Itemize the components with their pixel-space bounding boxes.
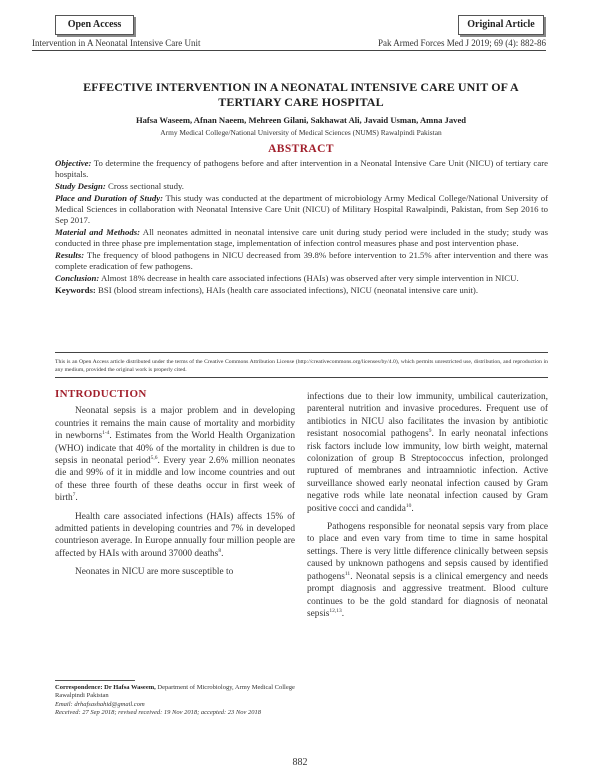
license-note: This is an Open Access article distributed under the terms of the Creative Commons Attribution License (http://creativecommons.org/licenses/by/4.0), which permits unrestricted use, distribution, and reproduction in any medium, provided the original work is properly cited. — [55, 359, 548, 373]
citation: 1-4 — [102, 430, 110, 437]
open-access-badge: Open Access — [55, 15, 134, 35]
abstract-keywords — [55, 285, 548, 296]
abstract-design — [55, 181, 548, 192]
objective-label: Objective: — [55, 158, 92, 168]
running-head-right: Pak Armed Forces Med J 2019; 69 (4): 882-86 — [378, 38, 546, 48]
abstract-results — [55, 250, 548, 272]
title-line-1: EFFECTIVE INTERVENTION IN A NEONATAL INTENSIVE CARE UNIT OF A — [83, 80, 519, 94]
body-column-left — [55, 388, 295, 585]
footnote-rule — [55, 680, 135, 681]
abstract-methods — [55, 227, 548, 249]
citation: 10 — [405, 502, 412, 509]
objective-text: To determine the frequency of pathogens before and after intervention in a Neonatal Intensive Care Unit (NICU) of tertiary care hospitals. — [55, 158, 548, 179]
results-label: Results: — [55, 250, 85, 260]
paragraph-5: Pathogens responsible for neonatal sepsis vary from place to place and even vary from time to time in same hospital settings. There is very little difference clinically between sepsis caused by unknown pathogens and sepsis caused by identified pathogens$^{11}$. Neonatal sepsis is a clinical emergency and needs prompt diagnosis and aggressive treatment. Blood culture continues to be the gold standard for diagnosis of neonatal sepsis$^{12,13}$. — [307, 522, 548, 619]
introduction-heading: INTRODUCTION — [55, 388, 147, 400]
design-text: Cross sectional study. — [105, 181, 184, 191]
correspondence — [55, 684, 295, 701]
design-label: Study Design: — [55, 181, 106, 191]
abstract-rule — [55, 352, 548, 353]
correspondence-email: Email: drhafsashahid@gmail.com — [55, 700, 145, 708]
keywords-text: BSI (blood stream infections), HAIs (health care associated infections), NICU (neonatal intensive care unit). — [95, 285, 479, 295]
paragraph-4: infections due to their low immunity, umbilical cauterization, parenteral nutrition and invasive procedures. Frequent use of antibiotics in NICU also facilitates the invasion by antibiotic resistant nosocomial pathogens$^9$. In early neonatal infections risk factors include low immunity, low birth weight, maternal colonization of group B Streptococcus infection, prolonged ruptured of membranes and intraamniotic infection. Active surveillance showed early neonatal infection caused by Gram negative rods while late neonatal infection caused by Gram positive cocci and candida$^{10}$. — [307, 392, 548, 514]
abstract-place — [55, 193, 548, 226]
abstract-conclusion — [55, 273, 548, 284]
abstract-objective — [55, 158, 548, 180]
citation: 9 — [428, 428, 432, 435]
paragraph-1: Neonatal sepsis is a major problem and in developing countries it remains the main cause of mortality and morbidity in newborns$^{1-4}$. Estimates from the World Health Organization (WHO) indicate that 40% of the mortality in children is due to sepsis in neonatal period$^{5,6}$. Every year 2.6% million neonates die and 99% of it in middle and low income countries and out of these three fourth of these deaths occur in first week of birth$^7$. — [55, 406, 295, 504]
header-rule — [32, 50, 546, 51]
place-label: Place and Duration of Study: — [55, 193, 163, 203]
methods-text: All neonates admitted in neonatal intensive care unit during study period were included in the study; study was conducted in three phase pre implementation stage, implementation of infection control measures phase and post intervention phase. — [55, 227, 548, 248]
article-type-badge: Original Article — [458, 15, 544, 35]
title-line-2: TERTIARY CARE HOSPITAL — [218, 95, 384, 109]
body-column-right — [307, 391, 548, 626]
citation: 7 — [72, 492, 76, 499]
conclusion-label: Conclusion: — [55, 273, 100, 283]
page-number: 882 — [292, 757, 308, 768]
results-text: The frequency of blood pathogens in NICU decreased from 39.8% before intervention to 21.5% after intervention and there was complete eradication of few pathogens. — [55, 250, 548, 271]
correspondence-text: Department of Microbiology, Army Medical College Rawalpindi Pakistan — [55, 684, 295, 700]
citation: 5,6 — [150, 454, 158, 461]
article-title — [55, 80, 547, 110]
submission-dates: Received: 27 Sep 2018; revised received: 19 Nov 2018; accepted: 23 Nov 2018 — [55, 709, 261, 717]
abstract-heading: ABSTRACT — [268, 143, 334, 155]
methods-label: Material and Methods: — [55, 227, 141, 237]
citation: 8 — [218, 547, 222, 554]
conclusion-text: Almost 18% decrease in health care associated infections (HAIs) was observed after very simple intervention in NICU. — [99, 273, 519, 283]
correspondence-footnote — [55, 684, 295, 718]
running-head-left: Intervention in A Neonatal Intensive Care Unit — [32, 38, 201, 48]
keywords-label: Keywords: — [55, 285, 96, 295]
affiliation: Army Medical College/National University of Medical Sciences (NUMS) Rawalpindi Pakistan — [160, 128, 442, 137]
license-rule — [55, 377, 548, 378]
abstract-body — [55, 158, 548, 297]
author-list: Hafsa Waseem, Afnan Naeem, Mehreen Gilani, Sakhawat Ali, Javaid Usman, Amna Javed — [135, 115, 467, 125]
citation: 12,13 — [329, 607, 342, 614]
paragraph-3: Neonates in NICU are more susceptible to — [75, 567, 234, 578]
correspondence-label: Correspondence: Dr Hafsa Waseem, — [55, 684, 156, 691]
citation: 11 — [344, 570, 351, 577]
paragraph-2: Health care associated infections (HAIs) affects 15% of admitted patients in developing countries and 7% in developed countrieson average. In Europe annually four million people are affected by HAIs with around 37000 deaths$^8$. — [55, 511, 295, 559]
place-text: This study was conducted at the department of microbiology Army Medical College/National University of Medical Sciences in collaboration with Neonatal Intensive Care Unit (NICU) of Military Hospital Rawalpindi, Pakistan, from Sep 2016 to Sep 2017. — [55, 193, 548, 225]
